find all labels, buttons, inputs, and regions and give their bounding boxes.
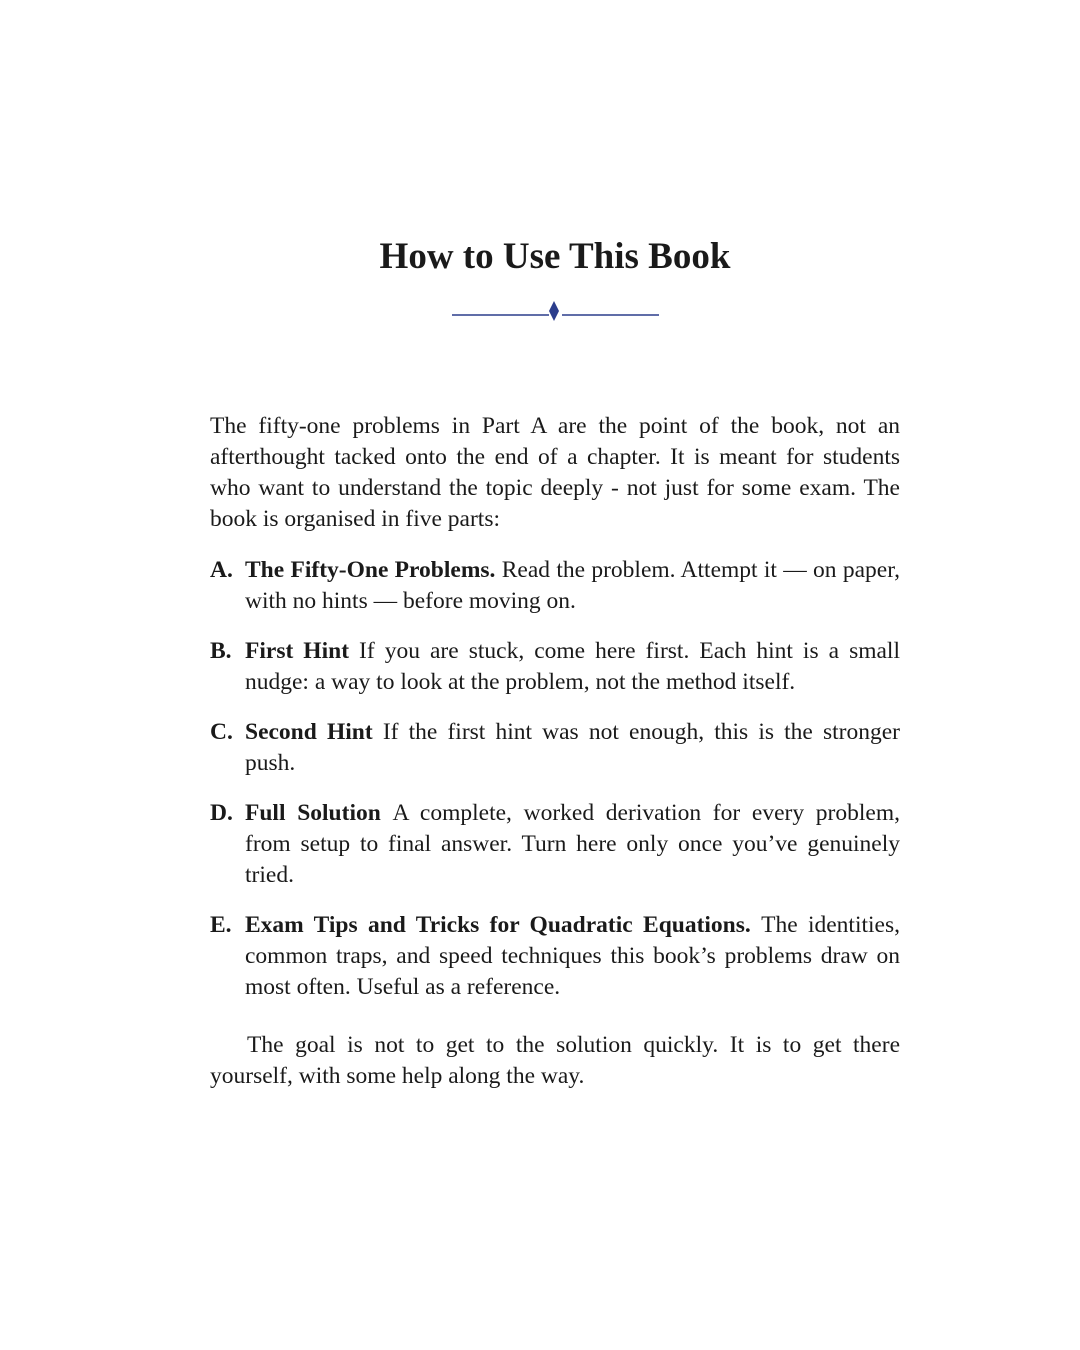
part-letter: B. <box>210 638 232 664</box>
part-heading: Full Solution <box>245 800 393 826</box>
part-heading: Second Hint <box>245 719 383 745</box>
closing-paragraph: The goal is not to get to the solution quickly. It is to get there yourself, with some help along the way. <box>210 1032 900 1089</box>
part-item-a <box>210 555 900 617</box>
part-letter: E. <box>210 912 232 938</box>
part-heading: First Hint <box>245 638 360 664</box>
parts-list <box>210 555 900 1003</box>
part-letter: D. <box>210 800 233 826</box>
part-item-d <box>210 798 900 891</box>
part-item-b <box>210 636 900 698</box>
part-item-c <box>210 717 900 779</box>
part-item-e <box>210 910 900 1003</box>
intro-paragraph: The fifty-one problems in Part A are the point of the book, not an afterthought tacked onto the end of a chapter. It is meant for students who want to understand the topic deeply - not just for some exam. The book is organised in five parts: <box>210 413 900 532</box>
part-letter: A. <box>210 557 233 583</box>
part-description: If you are stuck, come here first. Each hint is a small nudge: a way to look at the problem, not the method itself. <box>245 638 900 695</box>
body-text <box>210 411 900 1092</box>
part-heading: Exam Tips and Tricks for Quadratic Equations. <box>245 912 762 938</box>
diamond-rule-icon <box>452 300 659 322</box>
part-description: A complete, worked derivation for every problem, from setup to final answer. Turn here only once you’ve genuinely tried. <box>245 800 900 888</box>
part-description: The identities, common traps, and speed techniques this book’s problems draw on most often. Useful as a reference. <box>245 912 901 1000</box>
part-heading: The Fifty-One Problems. <box>245 557 502 583</box>
part-description: Read the problem. Attempt it — on paper, with no hints — before moving on. <box>245 557 900 614</box>
page-title: How to Use This Book <box>379 236 731 277</box>
part-description: If the first hint was not enough, this is the stronger push. <box>245 719 900 776</box>
part-letter: C. <box>210 719 233 745</box>
